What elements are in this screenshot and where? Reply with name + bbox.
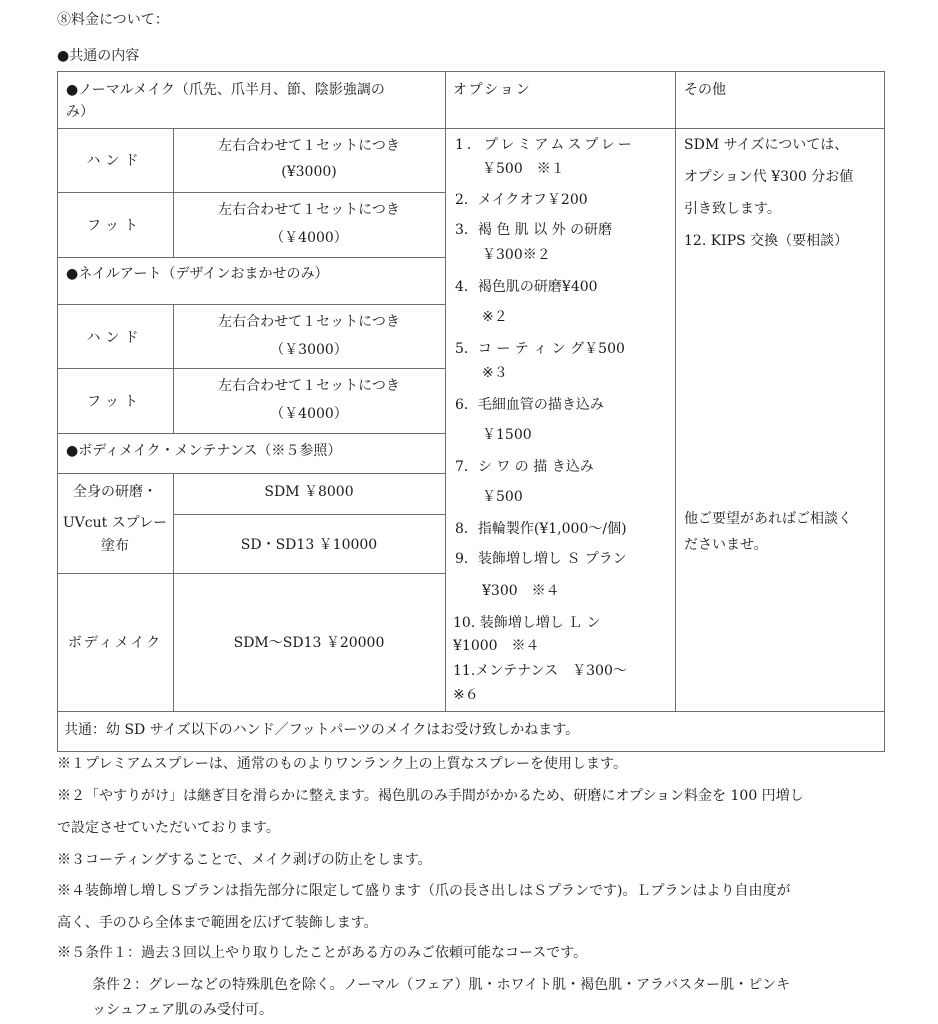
option-item: ※６ (453, 687, 479, 703)
footnote-3: ※３コーティングすることで、メイク剥げの防止をします。 (57, 852, 432, 868)
nail-hand-price: （￥3000） (270, 342, 348, 358)
section-title: ⑧料金について： (57, 12, 169, 28)
header-other: その他 (684, 82, 726, 98)
body-header: ●ボディメイク・メンテナンス（※５参照） (66, 443, 342, 459)
footnote-2: ※２「やすりがけ」は継ぎ目を滑らかに整えます。褐色肌のみ手間がかかるため、研磨にオプション料金を 100 円増し (57, 788, 804, 804)
footnote-2-cont: で設定させていただいております。 (57, 820, 280, 836)
header-normal-make: ●ノーマルメイク（爪先、爪半月、節、陰影強調の (66, 82, 385, 98)
nail-foot-desc: 左右合わせて１セットにつき (218, 378, 400, 394)
option-item: 7．シ ワ の 描 き込み (455, 459, 594, 475)
option-item: ¥300 ※４ (482, 583, 560, 599)
footnote-4: ※４装飾増し増しＳプランは指先部分に限定して盛ります（爪の長さ出しはＳプランです)。Ｌプランはより自由度が (57, 883, 791, 899)
header-options: オプション (453, 82, 532, 98)
body-make-label: ボディメイク (67, 635, 163, 651)
normal-foot-price: （￥4000） (270, 230, 348, 246)
other-line: オプション代 ¥300 分お値 (684, 169, 854, 185)
option-item: ※２ (482, 309, 508, 325)
option-item: 6．毛細血管の描き込み (455, 397, 604, 413)
footnote-4-cont: 高く、手のひら全体まで範囲を広げて装飾します。 (57, 915, 378, 931)
normal-hand-price: (¥3000) (281, 164, 337, 180)
option-item: 5．コ ー テ ィ ン グ￥500 (455, 341, 625, 357)
option-item: 9．装飾増し増し Ｓ プラン (455, 551, 627, 567)
footnote-5: ※５条件１：過去３回以上やり取りしたことがある方のみご依頼可能なコースです。 (57, 945, 588, 961)
normal-foot-label: フット (86, 218, 144, 234)
option-item: 1．プレミアムスプレー (455, 137, 635, 153)
option-item: 2．メイクオフ￥200 (455, 192, 588, 208)
nail-hand-label: ハンド (86, 330, 144, 346)
footnote-1: ※１プレミアムスプレーは、通常のものよりワンランク上の上質なスプレーを使用します。 (57, 756, 627, 772)
option-item: ￥500 (482, 489, 523, 505)
option-item: ¥1000 ※４ (453, 638, 540, 654)
nail-foot-label: フット (86, 394, 144, 410)
option-item: ￥1500 (482, 427, 532, 443)
normal-foot-desc: 左右合わせて１セットにつき (218, 202, 400, 218)
body-polish-label-2: UVcut スプレー (62, 515, 168, 531)
option-item: ※３ (482, 365, 508, 381)
other-line: 引き致します。 (684, 201, 781, 217)
nail-foot-price: （￥4000） (270, 406, 348, 422)
other-consult: ださいませ。 (684, 537, 768, 553)
body-polish-label-1: 全身の研磨・ (73, 484, 157, 500)
nail-hand-desc: 左右合わせて１セットにつき (218, 314, 400, 330)
body-polish-sdm-price: SDM ￥8000 (264, 484, 354, 500)
other-line: 12. KIPS 交換（要相談） (684, 233, 849, 249)
other-consult: 他ご要望があればご相談く (684, 511, 852, 527)
common-note: 共通：幼 SD サイズ以下のハンド／フットパーツのメイクはお受け致しかねます。 (64, 722, 580, 738)
header-normal-make-cont: み） (66, 104, 94, 120)
option-item: ￥300※２ (482, 247, 551, 263)
footnote-5-cond2-cont: ッシュフェア肌のみ受付可。 (92, 1002, 274, 1018)
normal-hand-desc: 左右合わせて１セットにつき (218, 138, 400, 154)
option-item: ￥500 ※１ (482, 161, 565, 177)
option-item: 11.メンテナンス ￥300〜 (453, 663, 627, 679)
normal-hand-label: ハンド (86, 153, 144, 169)
nail-art-header: ●ネイルアート（デザインおまかせのみ） (66, 266, 329, 282)
footnote-5-cond2: 条件２：グレーなどの特殊肌色を除く。ノーマル（フェア）肌・ホワイト肌・褐色肌・アラバスター肌・ピンキ (92, 977, 791, 993)
option-item: 8．指輪製作(¥1,000〜/個) (455, 521, 627, 537)
subsection-title: ●共通の内容 (57, 48, 140, 64)
body-polish-sd-price: SD・SD13 ￥10000 (240, 537, 378, 553)
body-polish-label-3: 塗布 (101, 538, 129, 554)
option-item: 10. 装飾増し増し Ｌ ン (453, 615, 601, 631)
option-item: 4．褐色肌の研磨¥400 (455, 279, 598, 295)
other-line: SDM サイズについては、 (684, 137, 849, 153)
body-make-price: SDM〜SD13 ￥20000 (233, 635, 385, 651)
option-item: 3．褐 色 肌 以 外 の研磨 (455, 222, 613, 238)
